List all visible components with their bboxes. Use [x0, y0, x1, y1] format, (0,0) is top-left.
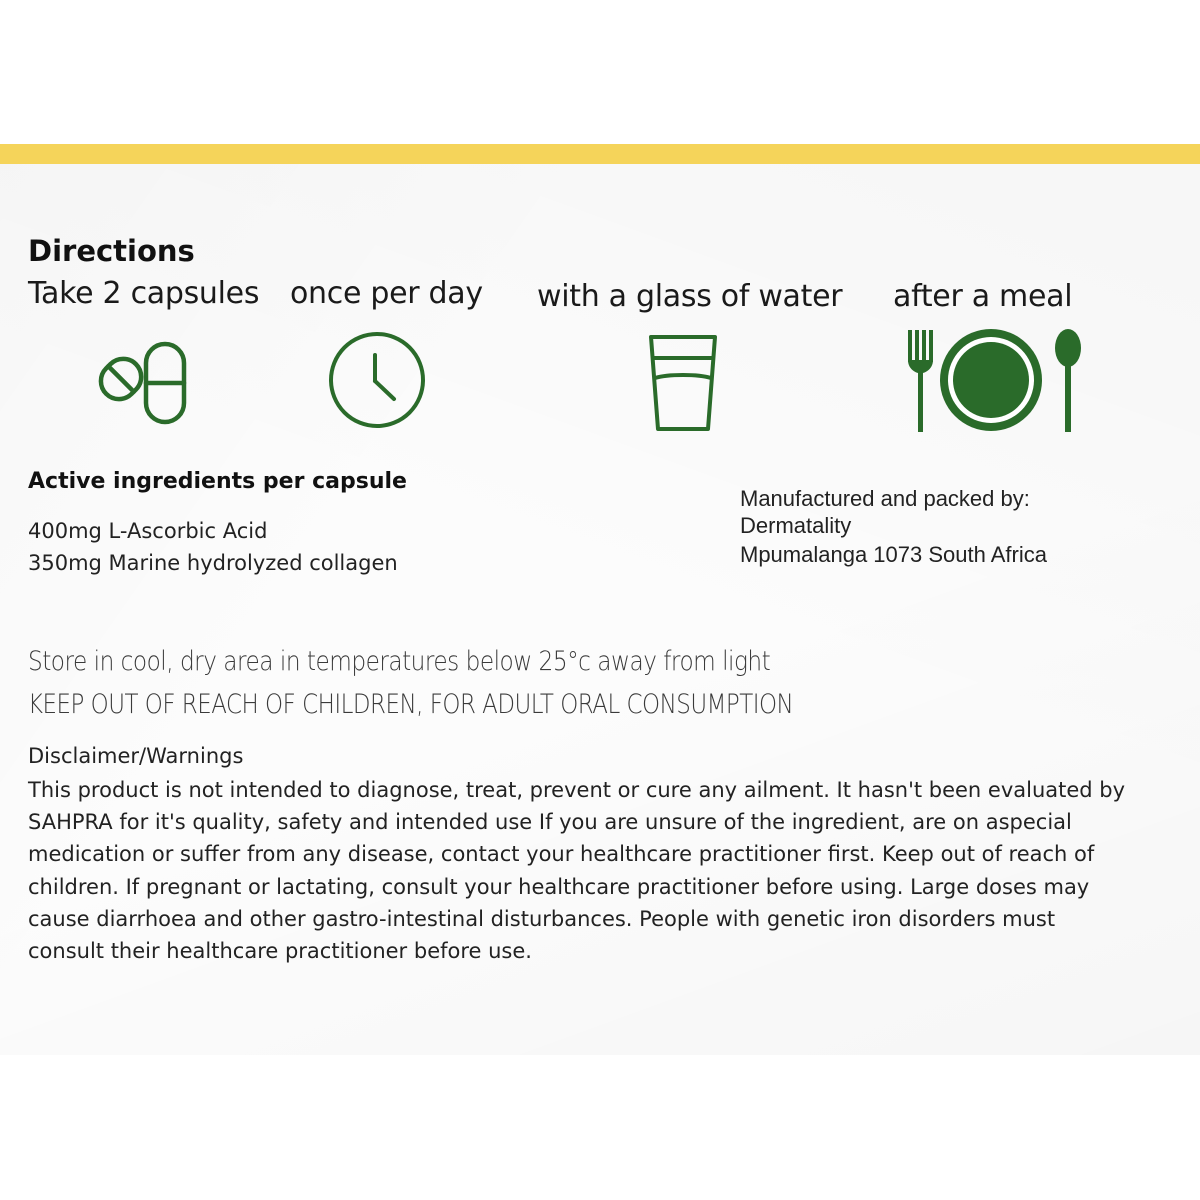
clock-icon [328, 331, 426, 429]
ingredient-item: 350mg Marine hydrolyzed collagen [28, 551, 398, 575]
accent-bar [0, 144, 1200, 164]
ingredients-title: Active ingredients per capsule [28, 469, 407, 494]
product-info-panel [0, 144, 1200, 1055]
safety-warning: KEEP OUT OF REACH OF CHILDREN, FOR ADULT ORAL CONSUMPTION [28, 689, 794, 720]
directions-title: Directions [28, 234, 195, 268]
glass-of-water-icon [648, 334, 718, 432]
manufacturer-name: Dermatality [740, 513, 852, 538]
disclaimer-title: Disclaimer/Warnings [28, 744, 244, 768]
disclaimer-line: SAHPRA for it's quality, safety and intended use If you are unsure of the ingredient, are on aspecial [28, 810, 1072, 835]
manufacturer-heading: Manufactured and packed by: [740, 486, 1030, 511]
disclaimer-line: consult their healthcare practitioner before use. [28, 939, 532, 964]
step-label-water: with a glass of water [537, 279, 843, 314]
plate-fork-spoon-icon [905, 328, 1085, 434]
step-label-meal: after a meal [893, 279, 1073, 314]
storage-instruction: Store in cool, dry area in temperatures below 25°c away from light [28, 646, 771, 677]
disclaimer-line: This product is not intended to diagnose, treat, prevent or cure any ailment. It hasn't been evaluated by [28, 778, 1126, 802]
ingredient-item: 400mg L-Ascorbic Acid [28, 519, 268, 543]
step-label-capsules: Take 2 capsules [28, 276, 260, 311]
disclaimer-line: cause diarrhoea and other gastro-intestinal disturbances. People with genetic iron disorders must [28, 906, 1056, 931]
disclaimer-body [28, 774, 1193, 967]
disclaimer-line: medication or suffer from any disease, contact your healthcare practitioner first. Keep out of reach of [28, 842, 1095, 867]
disclaimer-line: children. If pregnant or lactating, consult your healthcare practitioner before using. Large doses may [28, 874, 1090, 899]
step-label-frequency: once per day [290, 276, 483, 311]
capsules-icon [96, 330, 196, 426]
manufacturer-address: Mpumalanga 1073 South Africa [740, 542, 1047, 567]
